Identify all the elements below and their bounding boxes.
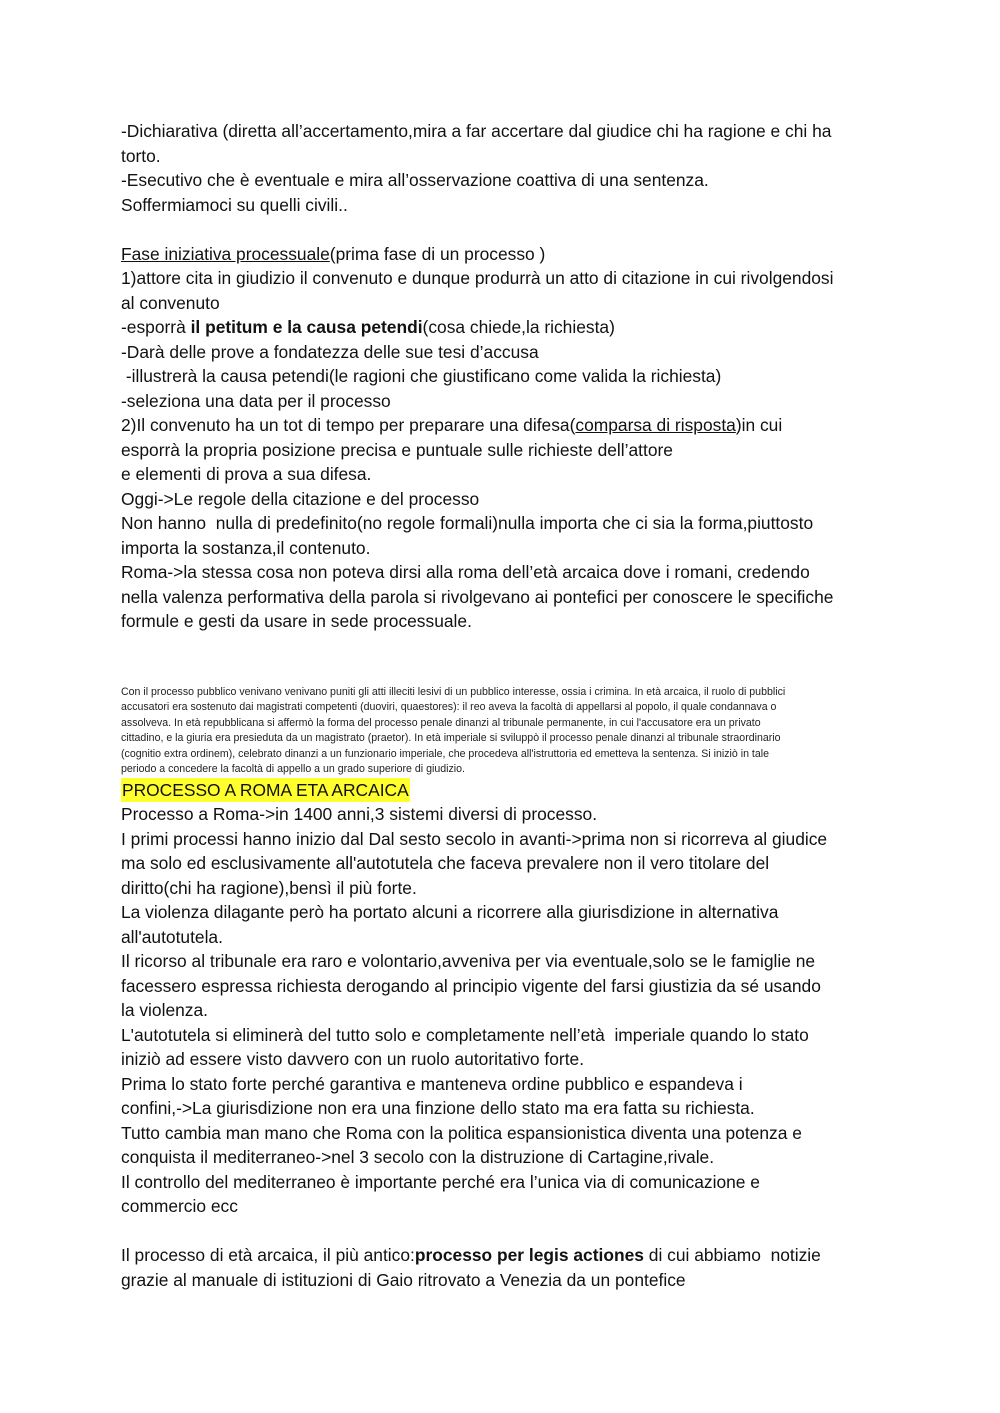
text-line: grazie al manuale di istituzioni di Gaio ritrovato a Venezia da un pontefice xyxy=(121,1269,686,1290)
text-line: facessero espressa richiesta derogando al principio vigente del farsi giustizia da sé usando xyxy=(121,975,821,996)
text-line: I primi processi hanno inizio dal Dal sesto secolo in avanti->prima non si ricorreva al giudice xyxy=(121,828,828,849)
text-line xyxy=(121,413,891,438)
small-text-line: (cognitio extra ordinem), celebrato dinanzi a un funzionario imperiale, che procedeva all'istruttoria ed emetteva la sentenza. Si iniziò in tale xyxy=(121,747,770,760)
text-line: Tutto cambia man mano che Roma con la politica espansionistica diventa una potenza e xyxy=(121,1122,802,1143)
document-page xyxy=(121,119,891,1292)
section-legis-actiones xyxy=(121,1243,891,1292)
text-line: Prima lo stato forte perché garantiva e manteneva ordine pubblico e espandeva i xyxy=(121,1073,743,1094)
text-line: iniziò ad essere visto davvero con un ruolo autoritativo forte. xyxy=(121,1049,585,1069)
text-line: conquista il mediterraneo->nel 3 secolo con la distruzione di Cartagine,rivale. xyxy=(121,1147,715,1167)
text-line: commercio ecc xyxy=(121,1196,238,1216)
section-types xyxy=(121,119,891,217)
text-line: Processo a Roma->in 1400 anni,3 sistemi diversi di processo. xyxy=(121,804,598,824)
text-line: e elementi di prova a sua difesa. xyxy=(121,464,372,484)
text-line: Non hanno nulla di predefinito(no regole formali)nulla importa che ci sia la forma,piuttosto xyxy=(121,513,814,533)
text-line: formule e gesti da usare in sede processuale. xyxy=(121,611,472,631)
section-processo-roma xyxy=(121,778,891,1219)
small-text-line: assolveva. In età repubblicana si affermò la forma del processo penale dinanzi al tribunale permanente, in cui l'accusatore era un privato xyxy=(121,716,761,729)
text-line: -seleziona una data per il processo xyxy=(121,390,391,411)
small-text-line: Con il processo pubblico venivano venivano puniti gli atti illeciti lesivi di un pubblico interesse, ossia i crimina. In età arcaica, il ruolo di pubblici xyxy=(121,685,786,698)
heading-underlined: Fase iniziativa processuale xyxy=(121,243,330,264)
text-line: -Dichiarativa (diretta all’accertamento,mira a far accertare dal giudice chi ha ragione e chi ha xyxy=(121,121,832,141)
text-line: diritto(chi ha ragione),bensì il più forte. xyxy=(121,877,417,898)
blank-line xyxy=(121,217,891,242)
bold-term: processo per legis actiones xyxy=(414,1245,644,1265)
text-line: 1)attore cita in giudizio il convenuto e dunque produrrà un atto di citazione in cui rivolgendosi xyxy=(121,268,834,288)
text-line xyxy=(121,1243,891,1268)
blank-line xyxy=(121,1219,891,1244)
text-line: Il ricorso al tribunale era raro e volontario,avveniva per via eventuale,solo se le famiglie ne xyxy=(121,951,816,971)
blank-space xyxy=(121,634,891,685)
text-line: esporrà la propria posizione precisa e puntuale sulle richieste dell’attore xyxy=(121,439,673,460)
text-line: La violenza dilagante però ha portato alcuni a ricorrere alla giurisdizione in alternativa xyxy=(121,902,779,922)
text-fragment: )in cui xyxy=(735,415,783,435)
small-note xyxy=(121,685,891,778)
text-line: ma solo ed esclusivamente all'autotutela che faceva prevalere non il vero titolare del xyxy=(121,853,770,873)
highlighted-heading: PROCESSO A ROMA ETA ARCAICA xyxy=(121,778,410,803)
text-line: -Esecutivo che è eventuale e mira all’osservazione coattiva di una sentenza. xyxy=(121,170,709,190)
text-line: Soffermiamoci su quelli civili.. xyxy=(121,194,348,215)
text-fragment: di cui abbiamo notizie xyxy=(643,1245,821,1265)
text-fragment: -esporrà xyxy=(121,317,191,337)
text-line: torto. xyxy=(121,145,161,166)
small-text-line: cittadino, e la giuria era presieduta da un magistrato (praetor). In età imperiale si sviluppò il processo penale dinanzi al tribunale straordinario xyxy=(121,732,781,744)
text-fragment: 2)Il convenuto ha un tot di tempo per preparare una difesa( xyxy=(121,415,576,435)
text-line: nella valenza performativa della parola si rivolgevano ai pontefici per conoscere le specifiche xyxy=(121,586,834,607)
highlighted-heading-line xyxy=(121,778,891,803)
text-line: Roma->la stessa cosa non poteva dirsi alla roma dell’età arcaica dove i romani, credendo xyxy=(121,562,810,582)
text-line: confini,->La giurisdizione non era una finzione dello stato ma era fatta su richiesta. xyxy=(121,1098,755,1118)
underlined-term: comparsa di risposta xyxy=(575,415,736,435)
text-line: L'autotutela si eliminerà del tutto solo e completamente nell’età imperiale quando lo stato xyxy=(121,1024,809,1045)
section-heading xyxy=(121,242,891,267)
text-line: la violenza. xyxy=(121,1000,209,1020)
small-text-line: accusatori era sostenuto dai magistrati competenti (duoviri, quaestores): il reo aveva la facoltà di appellarsi al popolo, il quale condannava o xyxy=(121,701,777,713)
text-line xyxy=(121,315,891,340)
text-line: Oggi->Le regole della citazione e del processo xyxy=(121,488,480,509)
section-fase-iniziativa xyxy=(121,242,891,634)
small-text-line: periodo a concedere la facoltà di appello a un grado superiore di giudizio. xyxy=(121,763,465,775)
text-line: al convenuto xyxy=(121,292,220,313)
heading-rest: (prima fase di un processo ) xyxy=(329,243,546,264)
text-line: Il controllo del mediterraneo è importante perché era l’unica via di comunicazione e xyxy=(121,1171,760,1192)
text-fragment: (cosa chiede,la richiesta) xyxy=(422,317,615,337)
text-line: importa la sostanza,il contenuto. xyxy=(121,537,371,558)
bold-term: il petitum e la causa petendi xyxy=(190,317,423,337)
text-line: -illustrerà la causa petendi(le ragioni che giustificano come valida la richiesta) xyxy=(121,366,722,386)
text-line: -Darà delle prove a fondatezza delle sue tesi d’accusa xyxy=(121,341,539,362)
text-line: all'autotutela. xyxy=(121,926,223,947)
text-fragment: Il processo di età arcaica, il più antico: xyxy=(121,1245,415,1265)
